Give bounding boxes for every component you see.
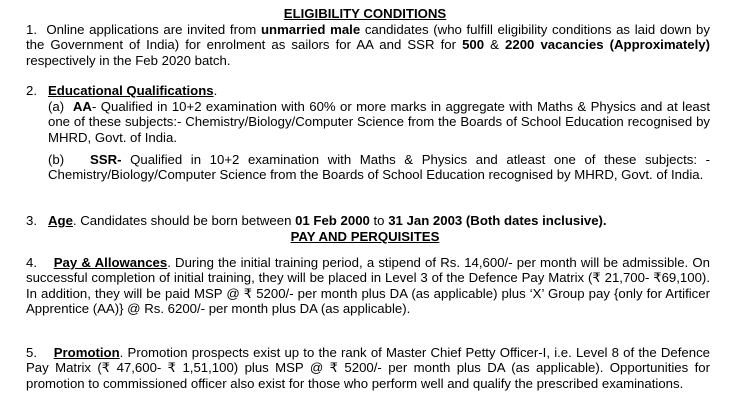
birth-date-end: 31 Jan 2003 (Both dates inclusive).: [388, 213, 607, 228]
unmarried-male-text: unmarried male: [260, 22, 361, 37]
paragraph-number: 4.: [26, 255, 37, 270]
aa-vacancies: 500: [462, 37, 485, 53]
section-title-educational-qualifications: Educational Qualifications: [48, 83, 214, 98]
paragraph-educational-qualifications: 2. Educational Qualifications.: [26, 83, 218, 98]
aa-label: AA: [72, 99, 92, 114]
ssr-label: SSR-: [89, 152, 122, 167]
paragraph-pay-allowances: 4. Pay & Allowances. During the initial training period, a stipend of Rs. 14,600/- per month will be admissible. On successful completion of initial training, they will be placed in Level 3 of the Defence Pay Matrix (₹ 21,700- ₹69,100). In addition, they will be paid MSP @ ₹ 5200/- per month plus DA (as applicable) plus ‘X’ Group pay {only for Artificer Apprentice (AA)} @ Rs. 6200/- per month plus DA (as applicable).: [26, 255, 710, 317]
qualification-aa: (a) AA- Qualified in 10+2 examination with 60% or more marks in aggregate with Maths & Physics and at least one of these subjects:- Chemistry/Biology/Computer Science from the Boards of School Education recognised by MHRD, Govt. of India.: [48, 99, 711, 145]
section-title-pay-allowances: Pay & Allowances: [53, 255, 168, 270]
qualification-ssr: (b) SSR- Qualified in 10+2 examination with Maths & Physics and atleast one of these subjects: - Chemistry/Biology/Computer Science from the Boards of School Education recognised by MHRD, Govt. of India.: [48, 152, 710, 183]
paragraph-number: 2.: [26, 83, 37, 98]
paragraph-number: 5.: [26, 345, 37, 360]
pay-and-perquisites-heading: PAY AND PERQUISITES: [290, 229, 440, 244]
section-title-age: Age: [48, 213, 73, 228]
paragraph-promotion: 5. Promotion. Promotion prospects exist up to the rank of Master Chief Petty Officer-I, i.e. Level 8 of the Defence Pay Matrix (₹ 47,600- ₹ 1,51,100) plus MSP @ ₹ 5200/- per month plus DA (as applicable). Opportunities for promotion to commissioned officer also exist for those who perform well and qualify the prescribed examinations.: [26, 345, 710, 391]
paragraph-number: 1.: [26, 22, 37, 37]
eligibility-conditions-heading: ELIGIBILITY CONDITIONS: [283, 6, 447, 21]
ssr-vacancies: 2200 vacancies (Approximately): [505, 37, 710, 53]
birth-date-start: 01 Feb 2000: [295, 213, 370, 228]
section-title-promotion: Promotion: [53, 345, 120, 360]
paragraph-age: 3. Age. Candidates should be born between 01 Feb 2000 to 31 Jan 2003 (Both dates inclusive).: [26, 213, 607, 228]
paragraph-number: 3.: [26, 213, 37, 228]
paragraph-online-applications: 1. Online applications are invited from unmarried male candidates (who fulfill eligibility conditions as laid down by the Government of India) for enrolment as sailors for AA and SSR for 500 & 2200 vacancies (Approximately) respectively in the Feb 2020 batch.: [26, 22, 710, 68]
